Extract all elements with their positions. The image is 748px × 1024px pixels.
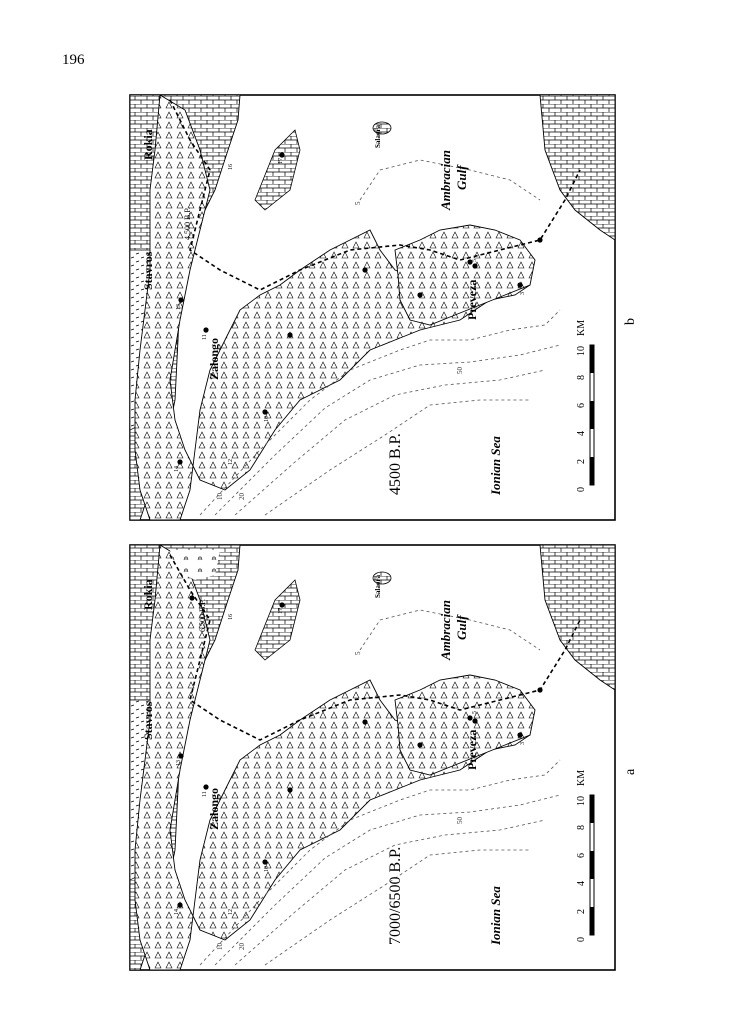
map-a-scale-tick-8: 8 xyxy=(576,825,587,830)
map-a-scale-tick-4: 4 xyxy=(576,881,587,886)
map-a-period: 7000/6500 B.P. xyxy=(387,846,404,945)
map-b-site-label-17: 17 xyxy=(278,158,284,164)
map-a-scale-tick-6: 6 xyxy=(576,853,587,858)
map-a-shoreline-date: 6,500 B.P. xyxy=(198,599,207,632)
panel-label-a: a xyxy=(623,768,638,775)
page-number: 196 xyxy=(62,52,85,68)
map-b-scale-tick-0: 0 xyxy=(576,487,587,492)
map-b-site-label-11: 11 xyxy=(202,334,208,340)
map-a-label-gulf: Gulf xyxy=(454,615,469,640)
map-b-scale-tick-4: 4 xyxy=(576,431,587,436)
map-b-site-10 xyxy=(262,409,267,414)
map-a-depth-20: 20 xyxy=(238,943,246,950)
map-a-site-17 xyxy=(279,602,284,607)
map-a-depth-5: 5 xyxy=(354,651,362,655)
map-b-site-3 xyxy=(517,282,522,287)
map-a-site-7 xyxy=(417,742,422,747)
map-b-site-8 xyxy=(362,267,367,272)
map-a-scale-tick-10: 10 xyxy=(576,796,587,806)
map-a-site-10 xyxy=(262,859,267,864)
map-a-label-salaora: Salaora xyxy=(374,575,382,598)
map-b-depth-20: 20 xyxy=(238,493,246,500)
map-a-site-4 xyxy=(467,715,472,720)
map-a-site-15 xyxy=(189,595,194,600)
map-a-site-label-3: 3 xyxy=(520,742,526,745)
map-b-depth-10: 10 xyxy=(216,493,224,500)
map-b-site-label-3: 3 xyxy=(520,292,526,295)
map-b-label-ionian-sea: Ionian Sea xyxy=(488,436,503,495)
map-a-depth-50: 50 xyxy=(456,817,464,824)
map-a-site-label-10: 10 xyxy=(264,866,270,872)
map-a-site-3 xyxy=(517,732,522,737)
map-a-site-8 xyxy=(362,719,367,724)
map-a-label-ambracian: Ambracian xyxy=(438,600,453,660)
map-a-site-1 xyxy=(537,687,542,692)
map-a-label-stavros: Stavros xyxy=(141,701,155,740)
map-b-scale-tick-8: 8 xyxy=(576,375,587,380)
map-b-label-ambracian: Ambracian xyxy=(438,150,453,210)
map-b-label-rokia: Rokia xyxy=(141,129,155,160)
map-a-site-label-16: 16 xyxy=(228,614,234,620)
map-a-label-preveza: Preveza xyxy=(465,729,479,770)
map-a-scale-tick-2: 2 xyxy=(576,909,587,914)
map-b-site-9 xyxy=(287,332,292,337)
map-b xyxy=(130,95,638,520)
map-a-depth-10: 10 xyxy=(216,943,224,950)
map-b-site-label-13: 13 xyxy=(176,304,182,310)
map-b-label-gulf: Gulf xyxy=(454,165,469,190)
map-b-site-label-16: 16 xyxy=(228,164,234,170)
map-b-scale-tick-6: 6 xyxy=(576,403,587,408)
map-b-site-label-14: 14 xyxy=(174,466,180,472)
map-b-label-stavros: Stavros xyxy=(141,251,155,290)
map-b-scale-tick-10: 10 xyxy=(576,346,587,356)
map-a-site-label-12: 12 xyxy=(228,909,234,915)
map-a-label-ionian-sea: Ionian Sea xyxy=(488,886,503,945)
map-a-scale-unit: KM xyxy=(576,769,587,786)
map-b-site-5 xyxy=(472,263,477,268)
panel-label-b: b xyxy=(623,318,638,325)
map-a-label-zalongo: Zalongo xyxy=(207,787,221,830)
map-a-site-13 xyxy=(178,753,183,758)
map-b-label-preveza: Preveza xyxy=(465,279,479,320)
map-a-site-label-13: 13 xyxy=(176,760,182,766)
map-a-site-label-11: 11 xyxy=(202,791,208,797)
map-b-site-11 xyxy=(203,327,208,332)
map-b-label-zalongo: Zalongo xyxy=(207,337,221,380)
map-b-site-13 xyxy=(178,297,183,302)
map-b-scale-tick-2: 2 xyxy=(576,459,587,464)
map-a-site-label-17: 17 xyxy=(278,608,284,614)
map-b-site-label-12: 12 xyxy=(228,459,234,465)
map-b-site-17 xyxy=(279,152,284,157)
map-a-site-label-14: 14 xyxy=(174,909,180,915)
map-a-site-5 xyxy=(472,718,477,723)
map-b-period: 4500 B.P. xyxy=(387,433,404,495)
map-b-label-salaora: Salaora xyxy=(374,125,382,148)
map-b-shoreline-date: 4,500 B.P. xyxy=(183,207,192,240)
map-a xyxy=(130,545,638,970)
map-b-site-14 xyxy=(177,459,182,464)
map-a-site-label-5: 5 xyxy=(472,711,478,714)
map-b-depth-50: 50 xyxy=(456,367,464,374)
map-b-site-label-10: 10 xyxy=(264,416,270,422)
map-b-scale-unit: KM xyxy=(576,319,587,336)
map-b-site-7 xyxy=(417,292,422,297)
map-b-site-1 xyxy=(537,237,542,242)
map-a-scale-tick-0: 0 xyxy=(576,937,587,942)
map-b-depth-5: 5 xyxy=(354,201,362,205)
map-a-site-9 xyxy=(287,787,292,792)
map-a-site-14 xyxy=(177,902,182,907)
map-b-site-label-5: 5 xyxy=(472,259,478,262)
map-a-label-rokia: Rokia xyxy=(141,579,155,610)
